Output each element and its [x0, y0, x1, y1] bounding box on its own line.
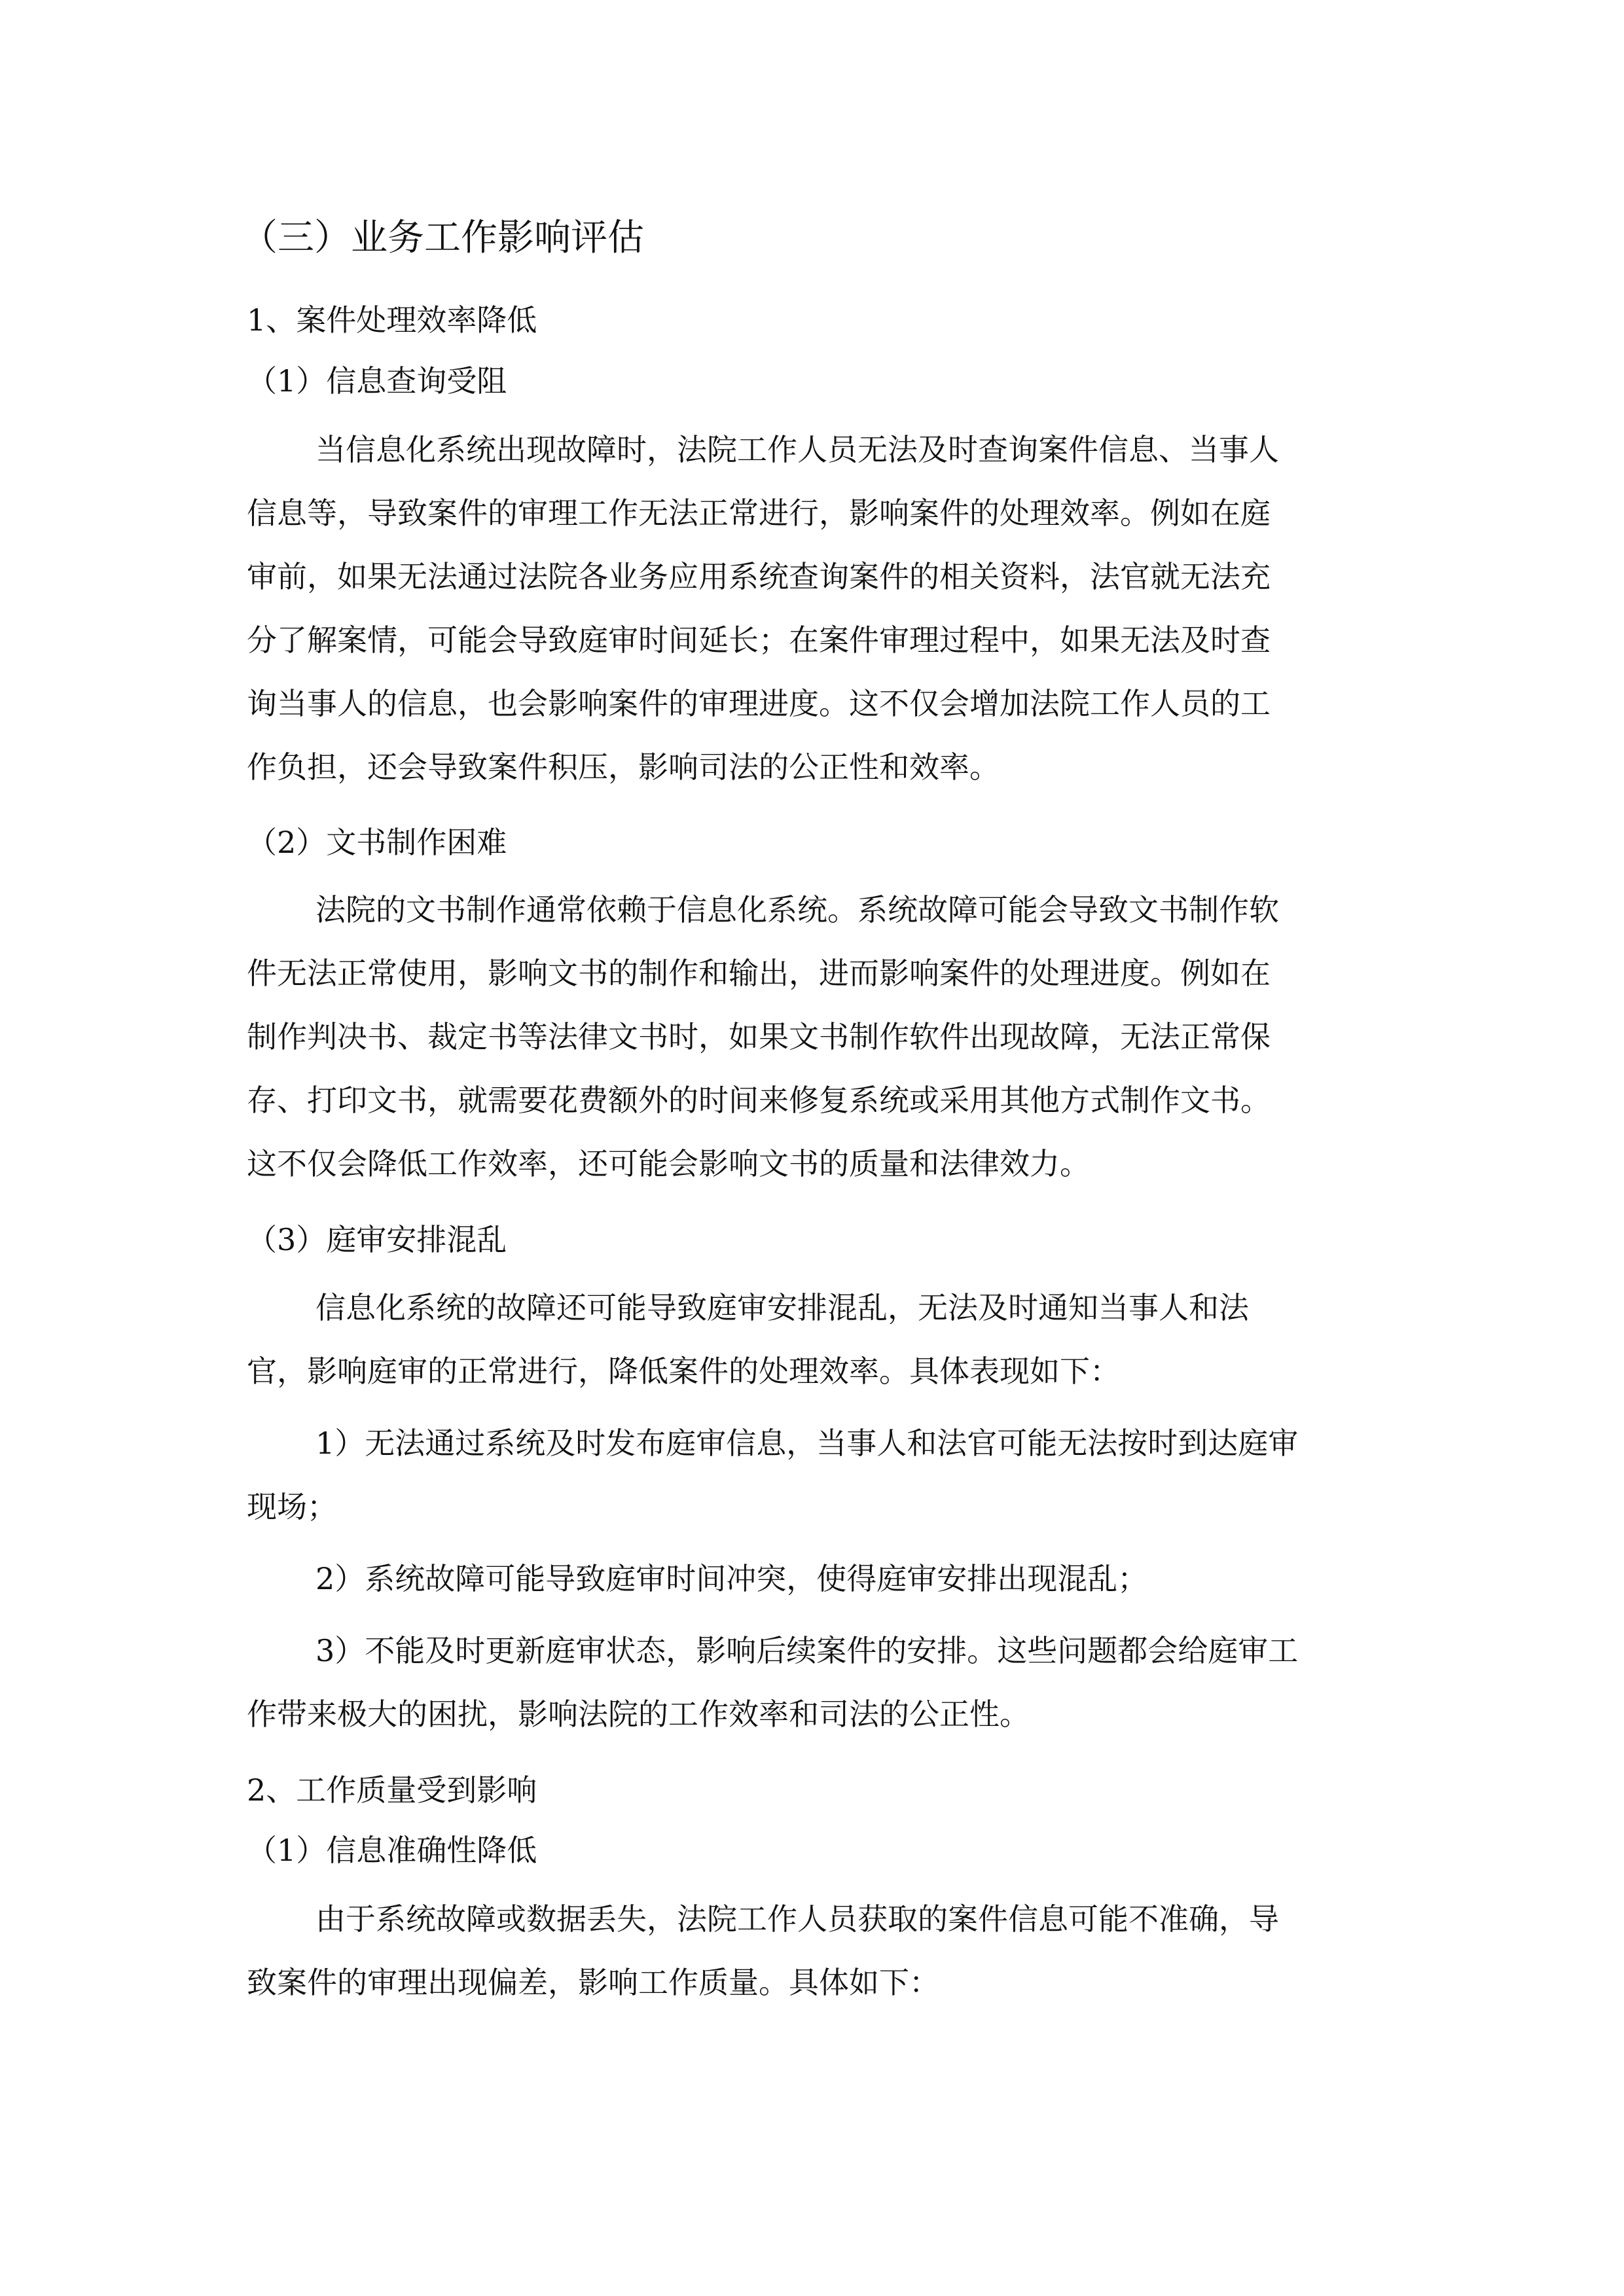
list-item-1-line-1: 1）无法通过系统及时发布庭审信息，当事人和法官可能无法按时到达庭审 — [316, 1426, 1299, 1461]
list-item-2-line-1: 2）系统故障可能导致庭审时间冲突，使得庭审安排出现混乱； — [316, 1561, 1148, 1596]
subheading-1-1: （1）信息查询受阻 — [247, 363, 507, 399]
para-1-3-intro-line-1: 信息化系统的故障还可能导致庭审安排混乱，无法及时通知当事人和法 — [316, 1290, 1249, 1325]
para-1-2-line-3: 制作判决书、裁定书等法律文书时，如果文书制作软件出现故障，无法正常保 — [247, 1019, 1271, 1054]
para-1-1-line-4: 分了解案情，可能会导致庭审时间延长；在案件审理过程中，如果无法及时查 — [247, 622, 1271, 658]
para-1-1-line-1: 当信息化系统出现故障时，法院工作人员无法及时查询案件信息、当事人 — [316, 432, 1279, 467]
subheading-1-3: （3）庭审安排混乱 — [247, 1222, 507, 1257]
subheading-2-1: （1）信息准确性降低 — [247, 1833, 537, 1868]
para-1-2-line-5: 这不仅会降低工作效率，还可能会影响文书的质量和法律效力。 — [247, 1146, 1090, 1181]
para-2-1-line-2: 致案件的审理出现偏差，影响工作质量。具体如下： — [247, 1965, 939, 2000]
para-1-1-line-3: 审前，如果无法通过法院各业务应用系统查询案件的相关资料，法官就无法充 — [247, 559, 1271, 594]
para-1-1-line-5: 询当事人的信息，也会影响案件的审理进度。这不仅会增加法院工作人员的工 — [247, 686, 1271, 721]
para-1-2-line-2: 件无法正常使用，影响文书的制作和输出，进而影响案件的处理进度。例如在 — [247, 956, 1271, 991]
para-2-1-line-1: 由于系统故障或数据丢失，法院工作人员获取的案件信息可能不准确，导 — [316, 1901, 1279, 1937]
subheading-1-2: （2）文书制作困难 — [247, 825, 507, 860]
list-item-3-line-1: 3）不能及时更新庭审状态，影响后续案件的安排。这些问题都会给庭审工 — [316, 1633, 1299, 1668]
list-item-3-line-2: 作带来极大的困扰，影响法院的工作效率和司法的公正性。 — [247, 1696, 1030, 1732]
para-1-3-intro-line-2: 官，影响庭审的正常进行，降低案件的处理效率。具体表现如下： — [247, 1354, 1120, 1389]
para-1-1-line-6: 作负担，还会导致案件积压，影响司法的公正性和效率。 — [247, 749, 1000, 785]
heading-2: 2、工作质量受到影响 — [247, 1772, 537, 1808]
section-title: （三）业务工作影响评估 — [241, 217, 644, 259]
para-1-1-line-2: 信息等，导致案件的审理工作无法正常进行，影响案件的处理效率。例如在庭 — [247, 495, 1271, 531]
para-1-2-line-1: 法院的文书制作通常依赖于信息化系统。系统故障可能会导致文书制作软 — [316, 892, 1279, 927]
heading-1: 1、案件处理效率降低 — [247, 302, 537, 338]
para-1-2-line-4: 存、打印文书，就需要花费额外的时间来修复系统或采用其他方式制作文书。 — [247, 1083, 1271, 1118]
list-item-1-line-2: 现场； — [247, 1489, 337, 1524]
